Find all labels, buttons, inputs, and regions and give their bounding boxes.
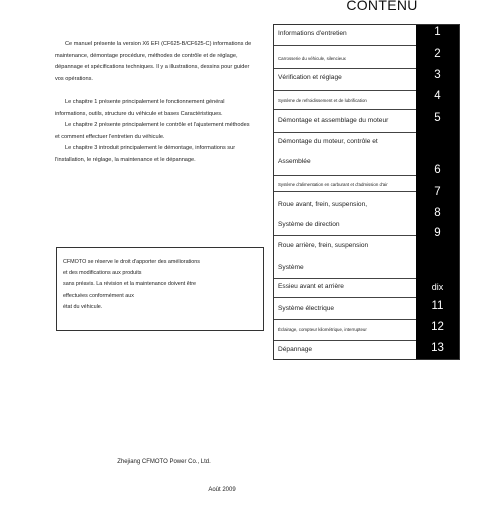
toc-divider: [274, 340, 416, 341]
toc-divider: [274, 68, 416, 69]
notice-line: sans préavis. La révision et la maintenance doivent être: [63, 281, 197, 288]
chapter-number[interactable]: 2: [434, 48, 441, 60]
chapter-number[interactable]: 9: [434, 227, 441, 239]
toc-item[interactable]: Essieu avant et arrière: [278, 283, 344, 290]
toc-divider: [274, 45, 416, 46]
toc-item[interactable]: Éclairage, compteur kilométrique, interrupteur: [278, 327, 367, 332]
chapter-number[interactable]: 4: [434, 90, 441, 102]
toc-item[interactable]: Démontage et assemblage du moteur: [278, 117, 389, 124]
notice-line: CFMOTO se réserve le droit d'apporter des améliorations: [63, 259, 200, 265]
toc-divider: [274, 109, 416, 110]
toc-item[interactable]: Assemblée: [278, 158, 311, 165]
intro-paragraph-1: Ce manuel présente la version X6 EFI (CF625-B/CF625-C) informations de maintenance, démontage procédure, méthodes de contrôle et de réglage, dépannage et spécifications techniques. Il y a illustrations, dessins pour guider vos opérations.: [55, 41, 252, 82]
chapter-number[interactable]: dix: [431, 282, 444, 292]
intro-paragraph-4: Le chapitre 3 introduit principalement le démontage, informations sur l'installation, le réglage, la maintenance et le dépannage.: [55, 145, 236, 163]
chapter-number[interactable]: 11: [431, 300, 444, 312]
intro-paragraph-3: Le chapitre 2 présente principalement le contrôle et l'ajustement méthodes et comment effectuer l'entretien du véhicule.: [55, 122, 250, 140]
table-of-contents: [273, 24, 460, 360]
chapter-number[interactable]: 5: [434, 112, 441, 124]
toc-item[interactable]: Système de direction: [278, 221, 340, 228]
chapter-number[interactable]: 13: [431, 342, 444, 354]
toc-divider: [274, 278, 416, 279]
toc-divider: [274, 191, 416, 192]
chapter-number[interactable]: 3: [434, 69, 441, 81]
toc-item[interactable]: Dépannage: [278, 346, 313, 353]
toc-titles: [274, 25, 416, 359]
chapter-number[interactable]: 7: [434, 186, 441, 198]
publication-date: Août 2009: [208, 487, 236, 493]
notice-line: et des modifications aux produits: [63, 270, 142, 277]
toc-item[interactable]: Roue arrière, frein, suspension: [278, 242, 369, 249]
toc-item[interactable]: Système électrique: [278, 305, 335, 312]
toc-item[interactable]: Informations d'entretien: [278, 30, 347, 37]
toc-item[interactable]: Système d'alimentation en carburant et d'admission d'air: [278, 182, 388, 187]
company-name: Zhejiang CFMOTO Power Co., Ltd.: [117, 459, 211, 465]
toc-item[interactable]: Système: [278, 264, 304, 271]
toc-item[interactable]: Démontage du moteur, contrôle et: [278, 138, 378, 145]
toc-numbers: [416, 25, 459, 359]
notice-box: [56, 247, 264, 331]
toc-divider: [274, 175, 416, 176]
chapter-number[interactable]: 8: [434, 207, 441, 219]
toc-item[interactable]: Carrosserie du véhicule, silencieux: [278, 56, 346, 61]
intro-paragraph-2: Le chapitre 1 présente principalement le fonctionnement général informations, outils, structure du véhicule et bases Caractéristiques.: [55, 98, 225, 117]
toc-item[interactable]: Système de refroidissement et de lubrification: [278, 98, 367, 103]
intro-text: [55, 39, 255, 167]
toc-item[interactable]: Roue avant, frein, suspension,: [278, 201, 368, 208]
toc-divider: [274, 132, 416, 133]
toc-divider: [274, 235, 416, 236]
chapter-number[interactable]: 12: [431, 321, 444, 333]
chapter-number[interactable]: 6: [434, 164, 441, 176]
notice-line: effectuées conformément aux: [63, 292, 134, 299]
toc-item[interactable]: Vérification et réglage: [278, 74, 342, 81]
page-title: CONTENU: [346, 0, 418, 13]
toc-divider: [274, 319, 416, 320]
notice-line: état du véhicule.: [63, 303, 103, 310]
toc-divider: [274, 90, 416, 91]
toc-divider: [274, 297, 416, 298]
chapter-number[interactable]: 1: [434, 26, 441, 38]
